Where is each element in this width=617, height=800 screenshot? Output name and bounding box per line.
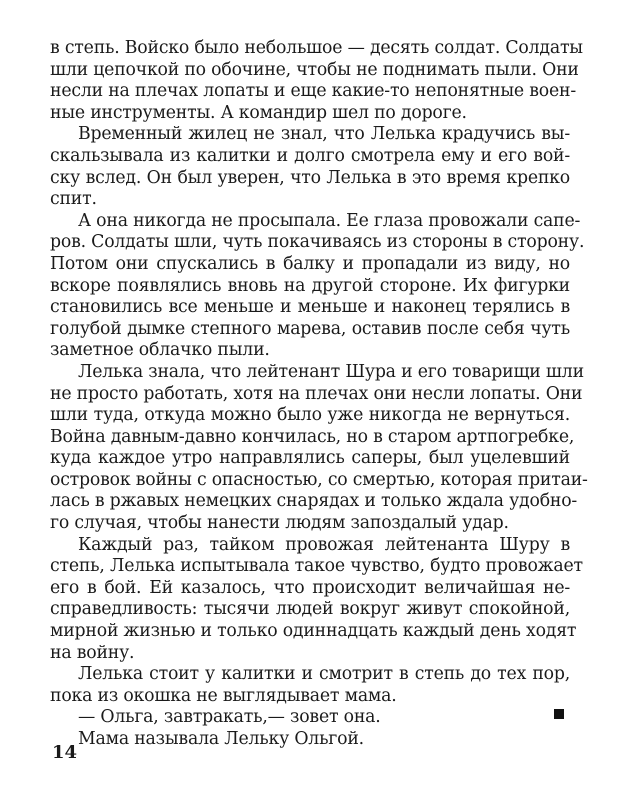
text-line: шли туда, откуда можно было уже никогда не вернуться. [50,405,570,426]
text-line: голубой дымке степного марева, оставив после себя чуть [50,318,570,339]
body-text [50,38,588,751]
text-line: Временный жилец не знал, что Лелька крадучись вы- [78,124,570,145]
text-line: заметное облачко пыли. [50,340,270,361]
text-line: Потом они спускались в балку и пропадали из виду, но [50,253,570,274]
text-line: островок войны с опасностью, со смертью, которая притаи- [50,469,588,490]
text-line: го случая, чтобы нанести людям запоздалый удар. [50,513,509,534]
text-line: вскоре появлялись вновь на другой стороне. Их фигурки [50,275,570,296]
text-line: Мама называла Лельку Ольгой. [78,729,364,749]
text-line: ные инструменты. А командир шел по дороге. [50,102,467,123]
text-line: мирной жизнью и только одиннадцать каждый день ходят [50,621,577,642]
text-line: спит. [50,189,97,210]
text-line: куда каждое утро направлялись саперы, был уцелевший [50,448,570,469]
text-line: на войну. [50,642,135,663]
text-line: Лелька знала, что лейтенант Шура и его товарищи шли [78,361,584,382]
paragraph [50,664,570,707]
text-line: Каждый раз, тайком провожая лейтенанта Шуру в [78,534,570,555]
text-line: Лелька стоит у калитки и смотрит в степь до тех пор, [78,664,570,685]
text-line: — Ольга, завтракать,— зовет она. [78,707,381,728]
paragraph [50,729,570,751]
paragraph [50,534,583,665]
text-line: А она никогда не просыпала. Ее глаза провожали сапе- [78,210,581,231]
text-line: шли цепочкой по обочине, чтобы не поднимать пыли. Они [50,59,579,80]
paragraph [50,38,583,124]
paragraph [50,210,585,362]
text-line: не просто работать, хотя на плечах они несли лопаты. Они [50,383,583,404]
text-line: лась в ржавых немецких снарядах и только ждала удобно- [50,491,578,512]
text-line: степь, Лелька испытывала такое чувство, будто провожает [50,556,583,577]
text-line: несли на плечах лопаты и еще какие-то непонятные воен- [50,81,576,102]
paragraph [50,361,588,535]
text-line: скальзывала из калитки и долго смотрела ему и его вой- [50,145,570,166]
page-number: 14 [52,742,78,763]
text-line: его в бой. Ей казалось, что происходит величайшая не- [50,577,570,598]
text-line: в степь. Войско было небольшое — десять солдат. Солдаты [50,38,583,58]
paragraph [50,707,570,729]
text-line: пока из окошка не выглядывает мама. [50,685,397,706]
text-line: Война давным-давно кончилась, но в старом артпогребке, [50,426,575,447]
text-line: справедливость: тысячи людей вокруг живут спокойной, [50,599,570,620]
text-line: ров. Солдаты шли, чуть покачиваясь из стороны в сторону. [50,232,585,253]
paragraph [50,124,570,210]
text-line: ску вслед. Он был уверен, что Лелька в это время крепко [50,167,570,188]
section-end-mark [554,709,564,719]
text-line: становились все меньше и меньше и наконец терялись в [50,297,570,318]
